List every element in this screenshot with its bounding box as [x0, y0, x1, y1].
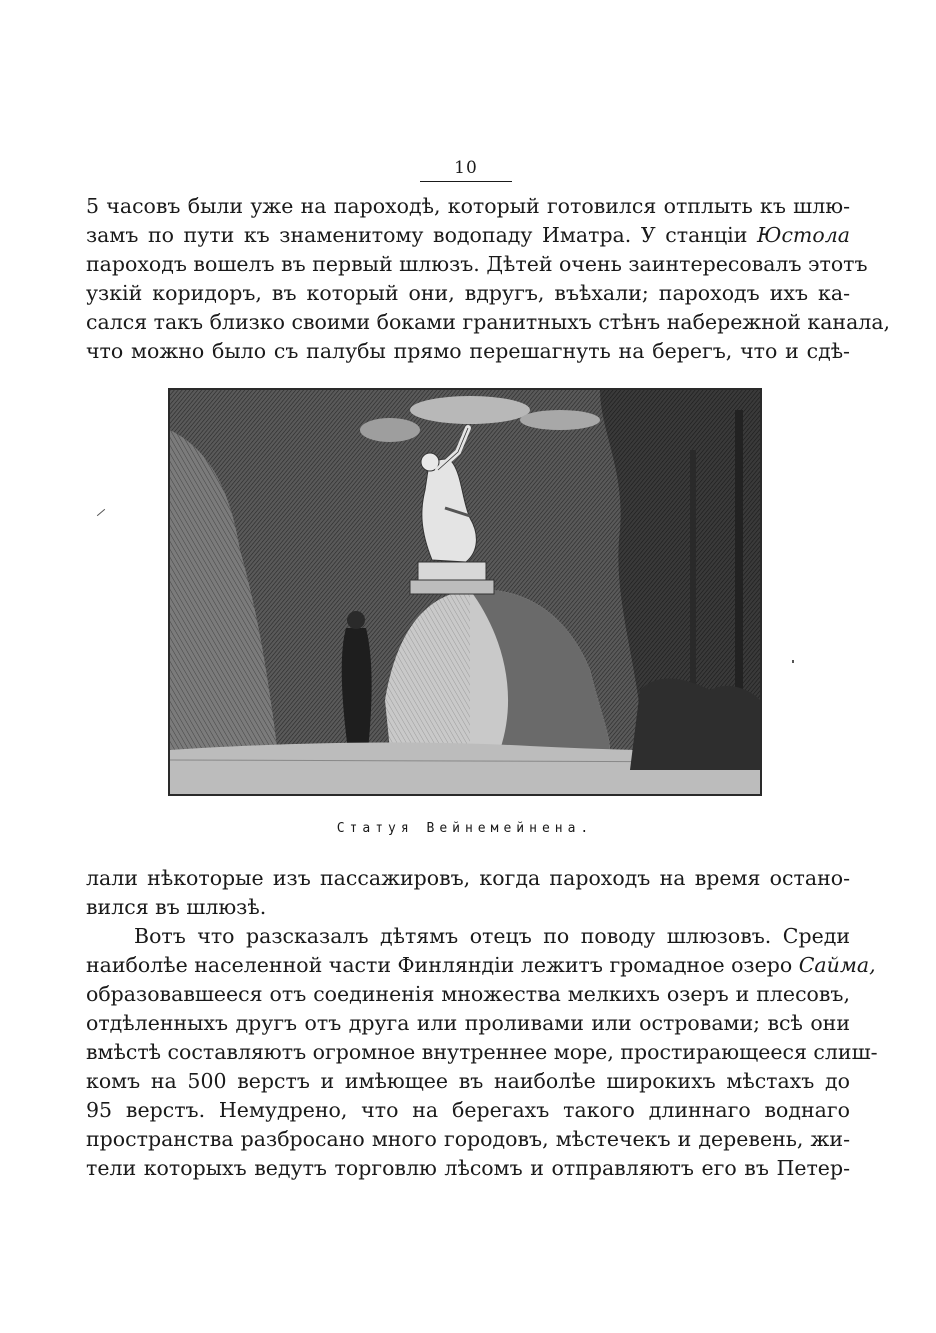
- text-line: 95 верстъ. Немудрено, что на берегахъ такого длиннаго воднаго: [86, 1098, 850, 1122]
- text-line: отдѣленныхъ другъ отъ друга или проливами или островами; всѣ они: [86, 1011, 850, 1035]
- paragraph-bottom: [86, 864, 878, 1183]
- text-line: наиболѣе населенной части Финляндіи лежитъ громадное озеро Сайма,: [86, 953, 876, 977]
- scan-speck: [792, 660, 794, 663]
- text-line: Вотъ что разсказалъ дѣтямъ отецъ по поводу шлюзовъ. Среди: [134, 924, 850, 948]
- text-line: образовавшееся отъ соединенія множества мелкихъ озеръ и плесовъ,: [86, 982, 850, 1006]
- lake-name: Сайма,: [798, 953, 876, 977]
- text-line: пароходъ вошелъ въ первый шлюзъ. Дѣтей очень заинтересовалъ этотъ: [86, 252, 868, 276]
- text-line: вмѣстѣ составляютъ огромное внутреннее море, простирающееся слиш-: [86, 1040, 878, 1064]
- text-line: вился въ шлюзѣ.: [86, 895, 267, 919]
- text-line: узкій коридоръ, въ который они, вдругъ, въѣхали; пароходъ ихъ ка-: [86, 281, 850, 305]
- text-line: лали нѣкоторые изъ пассажировъ, когда пароходъ на время остано-: [86, 866, 850, 890]
- statue-engraving: [170, 390, 760, 794]
- engraving-illustration: [168, 388, 762, 796]
- text-line: что можно было съ палубы прямо перешагнуть на берегъ, что и сдѣ-: [86, 339, 850, 363]
- text-line: тели которыхъ ведутъ торговлю лѣсомъ и отправляютъ его въ Петер-: [86, 1156, 850, 1180]
- text-line: 5 часовъ были уже на пароходѣ, который готовился отплыть къ шлю-: [86, 194, 850, 218]
- place-name: Юстола: [756, 223, 850, 247]
- text-line: комъ на 500 верстъ и имѣющее въ наиболѣе широкихъ мѣстахъ до: [86, 1069, 850, 1093]
- text-line: пространства разбросано много городовъ, мѣстечекъ и деревень, жи-: [86, 1127, 850, 1151]
- paragraph-top: [86, 192, 891, 366]
- figure-caption: Статуя Вейнемейнена.: [336, 821, 594, 836]
- text-line: сался такъ близко своими боками гранитныхъ стѣнъ набережной канала,: [86, 310, 891, 334]
- text-line: замъ по пути къ знаменитому водопаду Иматра. У станціи Юстола: [86, 223, 850, 247]
- scan-speck: [97, 509, 105, 516]
- page-number: 10: [420, 158, 512, 182]
